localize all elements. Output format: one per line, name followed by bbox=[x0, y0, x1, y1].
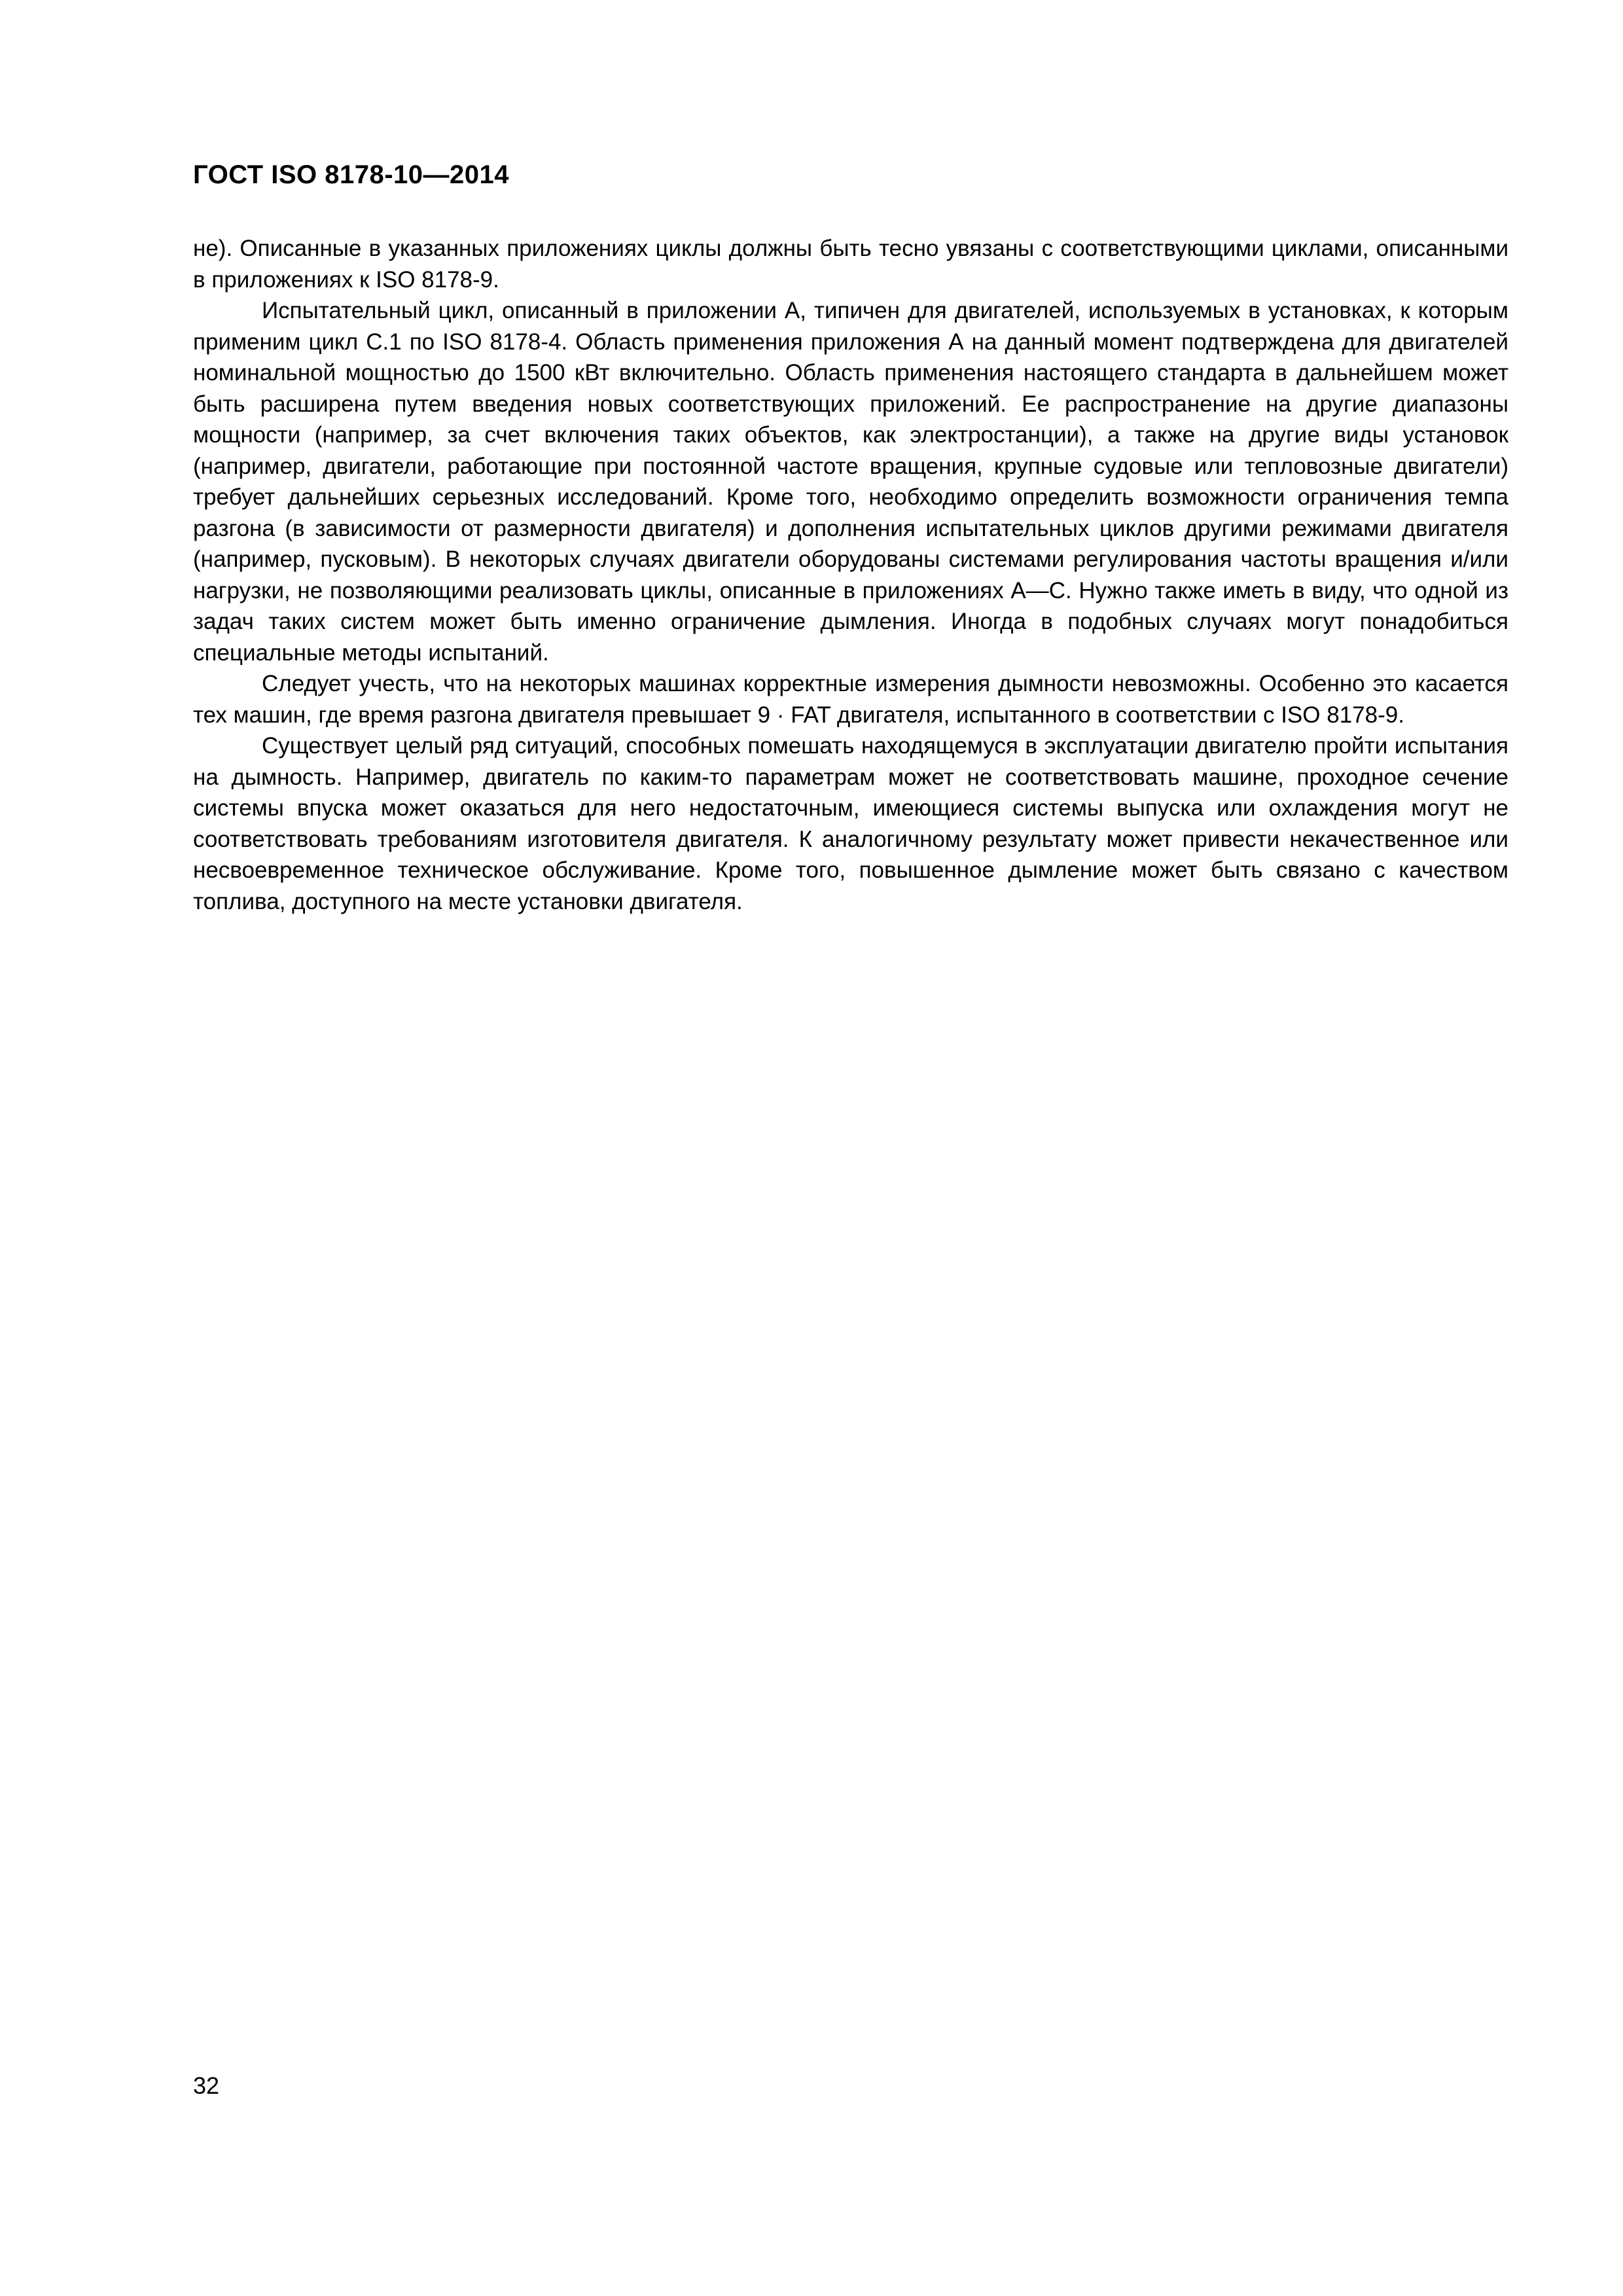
paragraph-test-cycle-scope: Испытательный цикл, описанный в приложении А, типичен для двигателей, используемых в установках, к которым применим цикл С.1 по ISO 8178-4. Область применения приложения А на данный момент подтверждена для двигателей номинальной мощностью до 1500 кВт включительно. Область применения настоящего стандарта в дальнейшем может быть расширена путем введения новых соответствующих приложений. Ее распространение на другие диапазоны мощности (например, за счет включения таких объектов, как электростанции), а также на другие виды установок (например, двигатели, работающие при постоянной частоте вращения, крупные судовые или тепловозные двигатели) требует дальнейших серьезных исследований. Кроме того, необходимо определить возможности ограничения темпа разгона (в зависимости от размерности двигателя) и дополнения испытательных циклов другими режимами двигателя (например, пусковым). В некоторых случаях двигатели оборудованы системами регулирования частоты вращения и/или нагрузки, не позволяющими реализовать циклы, описанные в приложениях А—С. Нужно также иметь в виду, что одной из задач таких систем может быть именно ограничение дымления. Иногда в подобных случаях могут понадобиться специальные методы испытаний. bbox=[193, 298, 1508, 666]
page-number: 32 bbox=[193, 2072, 220, 2099]
paragraph-continuation: не). Описанные в указанных приложениях циклы должны быть тесно увязаны с соответствующими циклами, описанными в приложениях к ISO 8178-9. bbox=[193, 236, 1508, 293]
body-text bbox=[193, 233, 1508, 917]
document-header: ГОСТ ISO 8178-10—2014 bbox=[193, 160, 509, 189]
paragraph-failure-situations: Существует целый ряд ситуаций, способных помешать находящемуся в эксплуатации двигателю пройти испытания на дымность. Например, двигатель по каким-то параметрам может не соответствовать машине, проходное сечение системы впуска может оказаться для него недостаточным, имеющиеся системы выпуска или охлаждения могут не соответствовать требованиям изготовителя двигателя. К аналогичному результату может привести некачественное или несвоевременное техническое обслуживание. Кроме того, повышенное дымление может быть связано с качеством топлива, доступного на месте установки двигателя. bbox=[193, 733, 1508, 914]
paragraph-smoke-measurement-limits: Следует учесть, что на некоторых машинах корректные измерения дымности невозможны. Особенно это касается тех машин, где время разгона двигателя превышает 9 · FAT двигателя, испытанного в соответствии с ISO 8178-9. bbox=[193, 671, 1508, 728]
